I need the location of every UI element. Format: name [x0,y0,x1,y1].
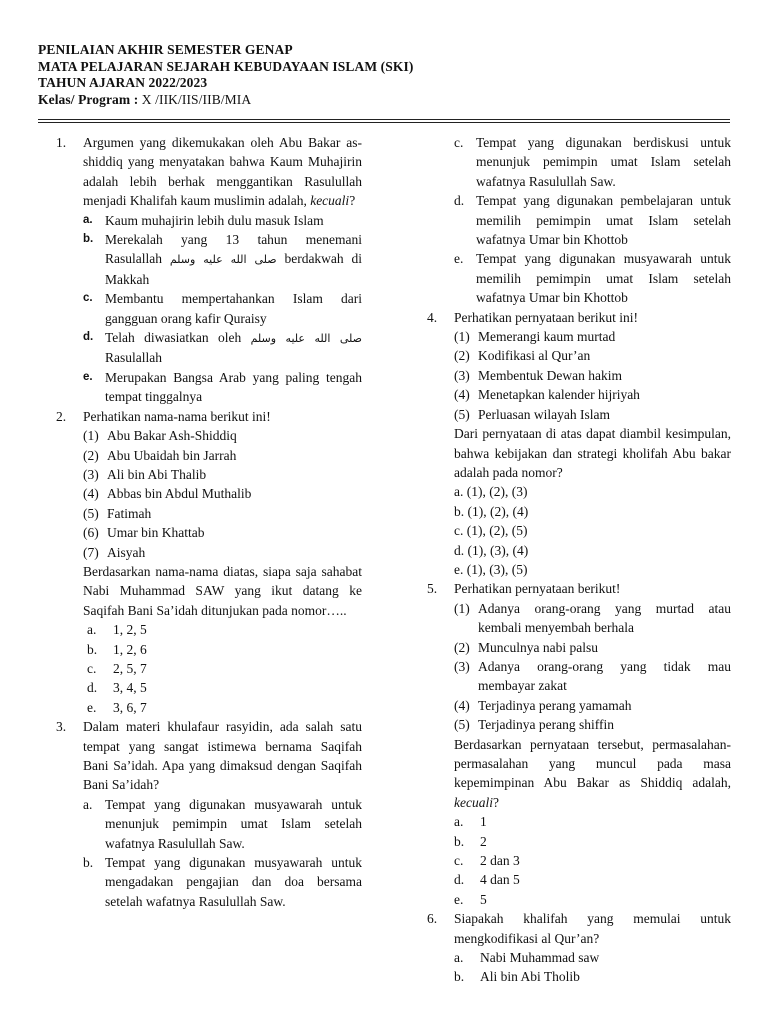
list-item: (3) Adanya orang-orang yang tidak mau membayar zakat [454,658,731,694]
exam-title: PENILAIAN AKHIR SEMESTER GENAP [38,42,293,57]
option-c[interactable]: c. (1), (2), (5) [454,523,528,539]
class-program-value: X /IIK/IIS/IIB/MIA [138,91,252,107]
question-number: 1. [56,135,67,150]
question-number: 6. [427,911,438,927]
list-item: (2) Kodifikasi al Qur’an [454,348,591,364]
option-c[interactable]: c. Tempat yang digunakan berdiskusi untuk menunjuk pemimpin umat Islam setelah wafatnya Rasulullah Saw. [454,135,731,189]
option-e[interactable]: e. 5 [454,891,487,907]
exam-header [38,42,413,108]
option-e[interactable]: e. (1), (3), (5) [454,561,528,577]
subject-title: MATA PELAJARAN SEJARAH KEBUDAYAAN ISLAM (SKI) [38,58,414,74]
list-item: (4) Terjadinya perang yamamah [454,697,632,713]
option-d[interactable]: d. (1), (3), (4) [454,542,529,558]
question-text: Dalam materi khulafaur rasyidin, ada salah satu tempat yang sangat istimewa bernama Saqifah Bani Sa’idah. Apa yang dimaksud dengan Saqifah Bani Sa’idah? [83,719,362,793]
question-number: 4. [427,309,438,325]
option-b[interactable]: b. Ali bin Abi Tholib [454,969,580,985]
option-b[interactable]: b. Tempat yang digunakan musyawarah untuk mengadakan pengajian dan doa bersama setelah wafatnya Rasulullah Saw. [83,855,362,909]
question-text: Argumen yang dikemukakan oleh Abu Bakar as-shiddiq yang menyatakan bahwa Kaum Muhajirin adalah lebih berhak menggantikan Rasulullah menjadi Khalifah kaum muslimin adalah, kecuali? [83,135,362,209]
question-number: 5. [427,581,438,597]
option-b[interactable]: b. 1, 2, 6 [87,641,147,657]
salawat-arabic: صلى الله عليه وسلم [250,332,363,346]
question-1 [56,133,362,407]
question-prompt: Dari pernyataan di atas dapat diambil kesimpulan, bahwa kebijakan dan strategi kholifah Abu bakar adalah pada nomor? [454,426,731,480]
list-item: (5) Perluasan wilayah Islam [454,406,610,422]
option-d[interactable]: d. Tempat yang digunakan pembelajaran untuk memilih pemimpin umat Islam setelah wafatnya Umar bin Khottob [454,193,731,248]
question-6 [427,909,731,987]
question-text: Siapakah khalifah yang memulai untuk mengkodifikasi al Qur’an? [454,911,731,946]
salawat-arabic: صلى الله عليه وسلم [169,253,277,267]
list-item: (6) Umar bin Khattab [83,525,205,541]
list-item: (5) Fatimah [83,505,152,521]
right-column [427,133,731,987]
option-b[interactable]: b. 2 [454,833,487,849]
list-item: (7) Aisyah [83,544,146,560]
option-d[interactable]: d. Telah diwasiatkan oleh صلى الله عليه وسلم Rasulallah [83,330,363,366]
option-a[interactable]: a. (1), (2), (3) [454,484,528,500]
left-column [56,133,362,911]
option-e[interactable]: e. Merupakan Bangsa Arab yang paling tengah tempat tinggalnya [83,369,362,405]
option-c[interactable]: c. Membantu mempertahankan Islam dari gangguan orang kafir Quraisy [83,291,362,326]
list-item: (1) Abu Bakar Ash-Shiddiq [83,428,237,444]
list-item: (1) Adanya orang-orang yang murtad atau kembali menyembah berhala [454,600,731,636]
option-e[interactable]: e. Tempat yang digunakan musyawarah untuk memilih pemimpin umat Islam setelah wafatnya Umar bin Khottob [454,251,731,306]
option-c[interactable]: c. 2 dan 3 [454,853,520,869]
list-item: (3) Ali bin Abi Thalib [83,466,207,482]
list-item: (4) Menetapkan kalender hijriyah [454,387,640,403]
option-a[interactable]: a. 1 [454,814,487,830]
question-number: 3. [56,719,67,735]
question-3 [56,717,362,911]
option-c[interactable]: c. 2, 5, 7 [87,660,147,676]
list-item: (4) Abbas bin Abdul Muthalib [83,486,252,502]
option-d[interactable]: d. 3, 4, 5 [87,680,147,696]
question-4 [427,308,731,580]
list-item: (2) Munculnya nabi palsu [454,639,598,655]
question-3-continued [427,133,731,308]
option-b[interactable]: b. (1), (2), (4) [454,503,529,519]
option-a[interactable]: a. 1, 2, 5 [87,622,147,638]
question-2 [56,407,362,718]
option-e[interactable]: e. 3, 6, 7 [87,699,147,715]
question-text: Perhatikan pernyataan berikut ini! [454,309,639,325]
question-5 [427,579,731,909]
option-a[interactable]: a. Tempat yang digunakan musyawarah untuk menunjuk pemimpin umat Islam setelah wafatnya Rasulullah Saw. [83,796,362,851]
question-prompt: Berdasarkan pernyataan tersebut, permasalahan-permasalahan yang muncul pada masa kepemimpinan Abu Bakar as Shiddiq adalah, kecuali? [454,736,731,810]
header-rule-top [38,119,730,120]
class-program-label: Kelas/ Program : [38,91,139,107]
question-prompt: Berdasarkan nama-nama diatas, siapa saja sahabat Nabi Muhammad SAW yang ikut datang ke Saqifah Bani Sa’idah ditunjukan pada nomor….. [83,563,362,618]
question-text: Perhatikan pernyataan berikut! [454,581,621,597]
option-b[interactable]: b. Merekalah yang 13 tahun menemani Rasulallah صلى الله عليه وسلم berdakwah di Makkah [83,232,362,287]
list-item: (2) Abu Ubaidah bin Jarrah [83,447,237,463]
option-d[interactable]: d. 4 dan 5 [454,872,520,888]
list-item: (1) Memerangi kaum murtad [454,329,616,345]
list-item: (3) Membentuk Dewan hakim [454,367,622,383]
question-text: Perhatikan nama-nama berikut ini! [83,408,271,424]
class-program [38,92,413,109]
option-a[interactable]: a. Kaum muhajirin lebih dulu masuk Islam [83,212,324,228]
option-a[interactable]: a. Nabi Muhammad saw [454,950,600,966]
academic-year: TAHUN AJARAN 2022/2023 [38,75,208,90]
header-rule-bottom [38,122,730,123]
list-item: (5) Terjadinya perang shiffin [454,717,615,733]
question-number: 2. [56,408,67,424]
